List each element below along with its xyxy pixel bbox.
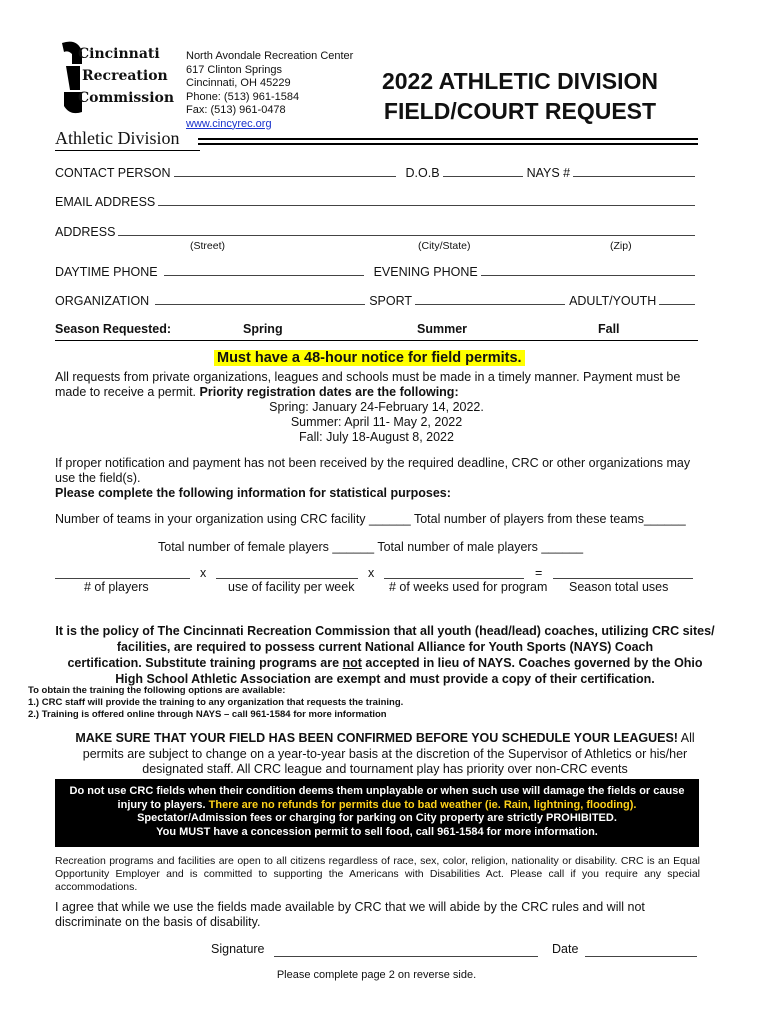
policy-line-2: facilities, are required to possess current National Alliance for Youth Sports (NAYS) Coach xyxy=(116,640,654,654)
adult-youth-label: ADULT/YOUTH xyxy=(569,294,657,308)
policy-line-3a: certification. Substitute training programs are xyxy=(67,656,343,670)
weeks-field[interactable] xyxy=(384,578,524,579)
deadline-text: If proper notification and payment has not been received by the required deadline, CRC or other organizations may use the field(s). xyxy=(55,456,691,485)
field-rules-box xyxy=(55,779,699,847)
logo-line-1: Cincinnati xyxy=(78,46,160,62)
season-spring-option[interactable]: Spring xyxy=(243,322,283,336)
title-line-1: 2022 ATHLETIC DIVISION xyxy=(381,68,659,94)
contact-person-label: CONTACT PERSON xyxy=(55,166,171,180)
notice-paragraph xyxy=(55,370,705,400)
email-field[interactable] xyxy=(158,204,695,206)
street-caption: (Street) xyxy=(190,240,226,252)
season-summer-option[interactable]: Summer xyxy=(417,322,468,336)
equals-sign: = xyxy=(535,566,543,580)
notice-text: All requests from private organizations, leagues and schools must be made in a timely manner. Payment must be made to receive a permit. xyxy=(55,370,681,399)
dob-label: D.O.B xyxy=(405,166,440,180)
page-title xyxy=(350,66,690,126)
confirm-notice xyxy=(40,731,730,778)
fall-date: Fall: July 18-August 8, 2022 xyxy=(299,430,454,444)
multiply-sign-1: x xyxy=(200,566,207,580)
policy-line-1: It is the policy of The Cincinnati Recreation Commission that all youth (head/lead) coaches, utilizing CRC sites/ xyxy=(55,624,715,638)
eeo-statement: Recreation programs and facilities are open to all citizens regardless of race, sex, color, religion, nationality or disability. CRC is an Equal Opportunity Employer and is committed to supporting the Americans with Disabilities Act. Please call if you require any special accommodations. xyxy=(55,855,700,893)
office-address xyxy=(186,50,353,131)
priority-dates xyxy=(55,400,698,445)
use-per-week-field[interactable] xyxy=(216,578,358,579)
season-fall-option[interactable]: Fall xyxy=(598,322,620,336)
zip-caption: (Zip) xyxy=(610,240,632,252)
signature-label: Signature xyxy=(211,942,265,956)
nays-field[interactable] xyxy=(573,175,695,177)
rules-line-3: Spectator/Admission fees or charging for parking on City property are strictly PROHIBITED. xyxy=(137,812,617,824)
players-field[interactable] xyxy=(55,578,190,579)
website-link[interactable]: www.cincyrec.org xyxy=(186,117,272,130)
contact-person-field[interactable] xyxy=(174,175,396,177)
section-heading: Athletic Division xyxy=(55,128,180,148)
sport-label: SPORT xyxy=(369,294,413,308)
date-label: Date xyxy=(552,942,579,956)
notice-highlight: Must have a 48-hour notice for field permits. xyxy=(214,350,525,366)
spring-date: Spring: January 24-February 14, 2022. xyxy=(269,400,484,414)
nays-policy xyxy=(20,623,750,687)
confirm-rest: All xyxy=(677,731,695,745)
training-options xyxy=(28,685,403,721)
season-total-caption: Season total uses xyxy=(569,580,669,594)
season-total-field[interactable] xyxy=(553,578,693,579)
office-city: Cincinnati, OH 45229 xyxy=(186,77,291,89)
statistics-heading: Please complete the following information for statistical purposes: xyxy=(55,486,451,500)
multiply-sign-2: x xyxy=(368,566,375,580)
season-requested-label: Season Requested: xyxy=(55,322,172,336)
logo-line-2: Recreation xyxy=(82,68,168,84)
teams-count-line[interactable]: Number of teams in your organization using CRC facility ______ Total number of players from these teams______ xyxy=(55,512,686,526)
summer-date: Summer: April 11- May 2, 2022 xyxy=(290,415,463,429)
daytime-phone-label: DAYTIME PHONE xyxy=(55,265,158,279)
date-field[interactable] xyxy=(585,956,697,957)
confirm-line-2: permits are subject to change on a year-to-year basis at the discretion of the Supervisor of Athletics or his/her xyxy=(82,746,688,761)
rules-line-4: You MUST have a concession permit to sell food, call 961-1584 for more information. xyxy=(156,825,598,838)
rules-line-1: Do not use CRC fields when their condition deems them unplayable or when such use will damage the fields or cause xyxy=(69,785,685,797)
office-street: 617 Clinton Springs xyxy=(186,63,283,76)
page-2-note: Please complete page 2 on reverse side. xyxy=(276,969,477,981)
city-state-caption: (City/State) xyxy=(418,240,471,252)
section-rule xyxy=(198,138,698,145)
season-rule xyxy=(55,340,698,341)
organization-label: ORGANIZATION xyxy=(55,294,150,308)
gender-count-line[interactable]: Total number of female players ______ Total number of male players ______ xyxy=(158,540,584,554)
office-name: North Avondale Recreation Center xyxy=(186,50,354,62)
priority-dates-heading: Priority registration dates are the following: xyxy=(199,385,459,399)
policy-line-4: High School Athletic Association are exempt and must provide a copy of their certification. xyxy=(115,672,655,686)
office-phone: Phone: (513) 961-1584 xyxy=(186,90,300,103)
daytime-phone-field[interactable] xyxy=(164,274,364,276)
adult-youth-field[interactable] xyxy=(659,303,695,305)
signature-field[interactable] xyxy=(274,956,538,957)
confirm-bold: MAKE SURE THAT YOUR FIELD HAS BEEN CONFIRMED BEFORE YOU SCHEDULE YOUR LEAGUES! xyxy=(75,731,678,745)
dob-field[interactable] xyxy=(443,175,523,177)
confirm-line-3: designated staff. All CRC league and tournament play has priority over non-CRC events xyxy=(142,762,628,776)
use-per-week-caption: use of facility per week xyxy=(228,580,355,594)
training-option-1: 1.) CRC staff will provide the training to any organization that requests the training. xyxy=(28,697,404,708)
address-field[interactable] xyxy=(118,234,695,236)
address-label: ADDRESS xyxy=(55,225,116,239)
evening-phone-label: EVENING PHONE xyxy=(373,265,478,279)
title-line-2: FIELD/COURT REQUEST xyxy=(383,98,657,124)
logo-line-3: Commission xyxy=(78,90,175,106)
organization-field[interactable] xyxy=(155,303,365,305)
sport-field[interactable] xyxy=(415,303,565,305)
policy-line-3b: accepted in lieu of NAYS. Coaches governed by the Ohio xyxy=(361,656,703,670)
rules-line-2a: injury to players. xyxy=(117,798,209,811)
policy-not: not xyxy=(342,656,362,670)
deadline-paragraph xyxy=(55,456,705,501)
no-refund-notice: There are no refunds for permits due to bad weather (ie. Rain, lightning, flooding). xyxy=(208,798,637,811)
weeks-caption: # of weeks used for program xyxy=(389,580,548,594)
training-options-intro: To obtain the training the following options are available: xyxy=(28,685,286,696)
section-rule-left xyxy=(55,150,200,151)
email-label: EMAIL ADDRESS xyxy=(55,195,156,209)
office-fax: Fax: (513) 961-0478 xyxy=(186,104,286,116)
nays-label: NAYS # xyxy=(526,166,571,180)
evening-phone-field[interactable] xyxy=(481,274,695,276)
training-option-2: 2.) Training is offered online through NAYS – call 961-1584 for more information xyxy=(28,709,387,720)
crc-logo xyxy=(60,40,175,115)
players-caption: # of players xyxy=(84,580,149,594)
agreement-text: I agree that while we use the fields made available by CRC that we will abide by the CRC rules and will not discriminate on the basis of disability. xyxy=(55,900,645,929)
